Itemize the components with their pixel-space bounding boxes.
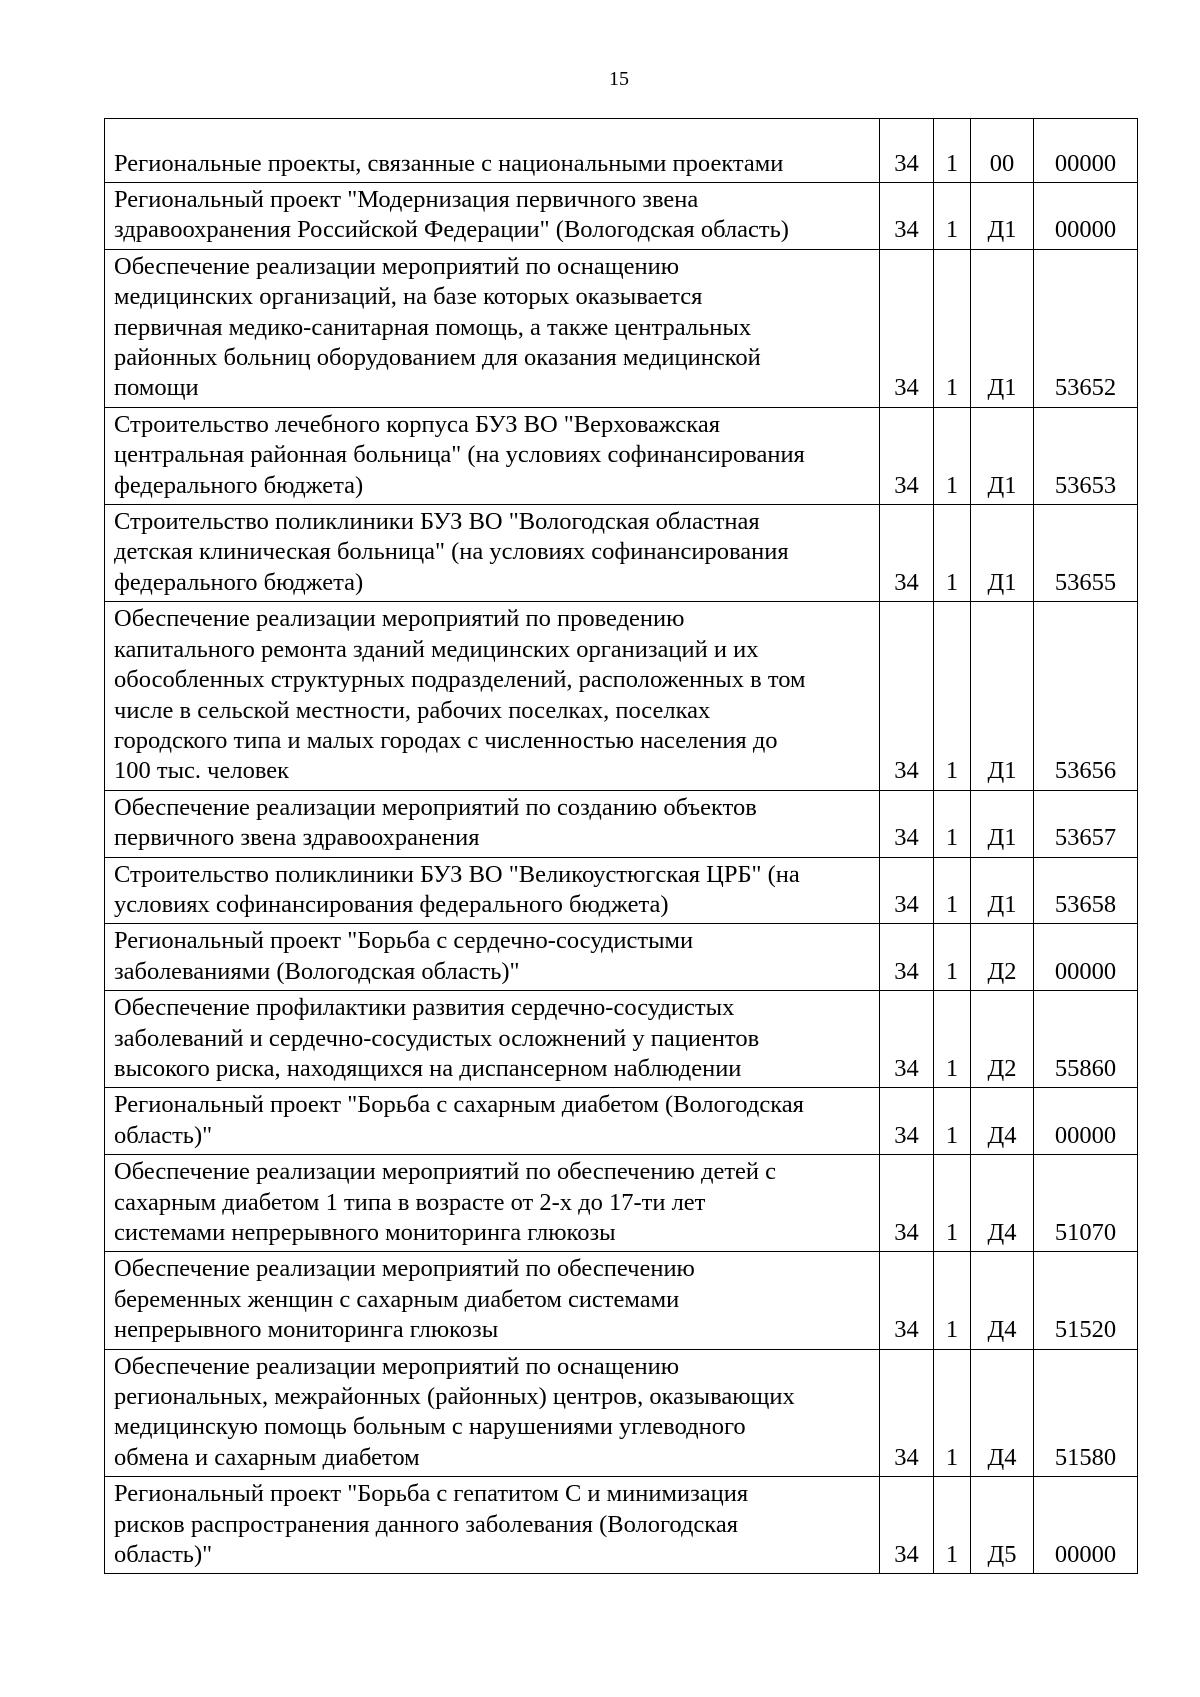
table-row [105,924,1138,991]
row-code-a-cell: 34 [880,602,934,790]
row-code-c-cell: Д4 [971,1088,1034,1155]
table-row [105,1349,1138,1477]
row-code-c-cell: 00 [971,119,1034,183]
table-row [105,1252,1138,1349]
row-code-d-cell: 55860 [1034,991,1138,1088]
row-code-a-cell: 34 [880,1155,934,1252]
row-name-text: Региональные проекты, связанные с национальными проектами [114,149,784,177]
row-code-b-cell: 1 [934,924,971,991]
row-code-a-cell: 34 [880,790,934,857]
row-code-a-cell: 34 [880,407,934,504]
row-code-d-cell: 00000 [1034,924,1138,991]
row-code-d-cell: 00000 [1034,1477,1138,1574]
row-code-b-cell: 1 [934,1155,971,1252]
row-name-text: Обеспечение реализации мероприятий по проведению капитального ремонта зданий медицинских организаций и их обособленных структурных подразделений, расположенных в том числе в сельской местности, рабочих поселках, поселках городского типа и малых городах с численностью населения до 100 тыс. человек [114,605,806,785]
row-name-text: Региональный проект "Борьба с сахарным диабетом (Вологодская область)" [114,1091,804,1149]
row-code-b-cell: 1 [934,183,971,250]
row-code-d-cell: 53653 [1034,407,1138,504]
row-name-cell [105,924,880,991]
table-row [105,407,1138,504]
row-code-d-cell: 53658 [1034,857,1138,924]
row-code-c-cell: Д1 [971,183,1034,250]
row-code-c-cell: Д1 [971,790,1034,857]
row-code-a-cell: 34 [880,119,934,183]
page-number: 15 [609,68,629,90]
table-row [105,1088,1138,1155]
row-name-cell [105,1155,880,1252]
row-code-b-cell: 1 [934,602,971,790]
row-name-cell [105,1477,880,1574]
row-code-b-cell: 1 [934,991,971,1088]
row-name-text: Обеспечение реализации мероприятий по созданию объектов первичного звена здравоохранения [114,793,757,852]
row-code-a-cell: 34 [880,1349,934,1477]
row-name-text: Строительство лечебного корпуса БУЗ ВО "Верховажская центральная районная больница" (на условиях софинансирования федерального бюджета) [114,410,805,499]
row-code-a-cell: 34 [880,505,934,602]
row-code-d-cell: 00000 [1034,119,1138,183]
row-name-text: Обеспечение реализации мероприятий по обеспечению детей с сахарным диабетом 1 типа в возрасте от 2-х до 17-ти лет системами непрерывного мониторинга глюкозы [114,1158,777,1246]
row-code-a-cell: 34 [880,249,934,407]
row-name-text: Обеспечение реализации мероприятий по обеспечению беременных женщин с сахарным диабетом системами непрерывного мониторинга глюкозы [114,1255,695,1344]
row-code-b-cell: 1 [934,505,971,602]
row-name-cell [105,602,880,790]
row-code-b-cell: 1 [934,790,971,857]
row-code-c-cell: Д1 [971,602,1034,790]
row-code-b-cell: 1 [934,1349,971,1477]
row-code-d-cell: 53657 [1034,790,1138,857]
row-code-c-cell: Д1 [971,407,1034,504]
row-name-text: Обеспечение профилактики развития сердечно-сосудистых заболеваний и сердечно-сосудистых осложнений у пациентов высокого риска, находящихся на диспансерном наблюдении [114,994,760,1082]
row-name-text: Региональный проект "Модернизация первичного звена здравоохранения Российской Федерации" (Вологодская область) [114,186,789,244]
row-code-d-cell: 53655 [1034,505,1138,602]
row-name-text: Обеспечение реализации мероприятий по оснащению региональных, межрайонных (районных) центров, оказывающих медицинскую помощь больным с нарушениями углеводного обмена и сахарным диабетом [114,1352,795,1471]
row-code-c-cell: Д2 [971,991,1034,1088]
budget-classification-table [104,118,1138,1574]
table-row [105,602,1138,790]
row-name-cell [105,1252,880,1349]
table-row [105,119,1138,183]
row-code-c-cell: Д4 [971,1155,1034,1252]
row-name-cell [105,1349,880,1477]
row-code-c-cell: Д4 [971,1252,1034,1349]
table-body [105,119,1138,1574]
row-name-cell [105,1088,880,1155]
table-row [105,857,1138,924]
table-row [105,991,1138,1088]
row-name-text: Строительство поликлиники БУЗ ВО "Вологодская областная детская клиническая больница" (на условиях софинансирования федерального бюджета) [114,508,789,596]
row-code-a-cell: 34 [880,991,934,1088]
row-code-a-cell: 34 [880,1252,934,1349]
row-code-c-cell: Д5 [971,1477,1034,1574]
row-code-c-cell: Д2 [971,924,1034,991]
row-code-a-cell: 34 [880,183,934,250]
row-code-d-cell: 51070 [1034,1155,1138,1252]
row-code-d-cell: 00000 [1034,183,1138,250]
row-code-d-cell: 00000 [1034,1088,1138,1155]
table-row [105,183,1138,250]
row-code-d-cell: 53652 [1034,249,1138,407]
row-name-cell [105,183,880,250]
row-code-c-cell: Д1 [971,249,1034,407]
row-code-d-cell: 53656 [1034,602,1138,790]
table-row [105,249,1138,407]
row-name-text: Региональный проект "Борьба с гепатитом С и минимизация рисков распространения данного заболевания (Вологодская область)" [114,1480,749,1569]
row-code-d-cell: 51520 [1034,1252,1138,1349]
row-name-cell [105,249,880,407]
row-code-b-cell: 1 [934,1088,971,1155]
row-name-cell [105,407,880,504]
row-code-b-cell: 1 [934,1252,971,1349]
row-code-a-cell: 34 [880,1088,934,1155]
row-name-cell [105,857,880,924]
row-code-c-cell: Д1 [971,857,1034,924]
row-code-c-cell: Д4 [971,1349,1034,1477]
row-code-b-cell: 1 [934,119,971,183]
row-code-b-cell: 1 [934,249,971,407]
table-row [105,1155,1138,1252]
row-code-a-cell: 34 [880,1477,934,1574]
row-name-cell [105,119,880,183]
row-name-text: Строительство поликлиники БУЗ ВО "Великоустюгская ЦРБ" (на условиях софинансирования федерального бюджета) [114,860,800,918]
row-name-cell [105,991,880,1088]
row-name-text: Обеспечение реализации мероприятий по оснащению медицинских организаций, на базе которых оказывается первичная медико-санитарная помощь, а также центральных районных больниц оборудованием для оказания медицинской помощи [114,252,761,402]
row-name-text: Региональный проект "Борьба с сердечно-сосудистыми заболеваниями (Вологодская область)" [114,927,694,985]
table-row [105,1477,1138,1574]
row-code-d-cell: 51580 [1034,1349,1138,1477]
row-name-cell [105,790,880,857]
row-code-b-cell: 1 [934,857,971,924]
row-code-a-cell: 34 [880,924,934,991]
row-code-c-cell: Д1 [971,505,1034,602]
table-row [105,505,1138,602]
row-code-b-cell: 1 [934,1477,971,1574]
table-row [105,790,1138,857]
row-name-cell [105,505,880,602]
row-code-b-cell: 1 [934,407,971,504]
row-code-a-cell: 34 [880,857,934,924]
